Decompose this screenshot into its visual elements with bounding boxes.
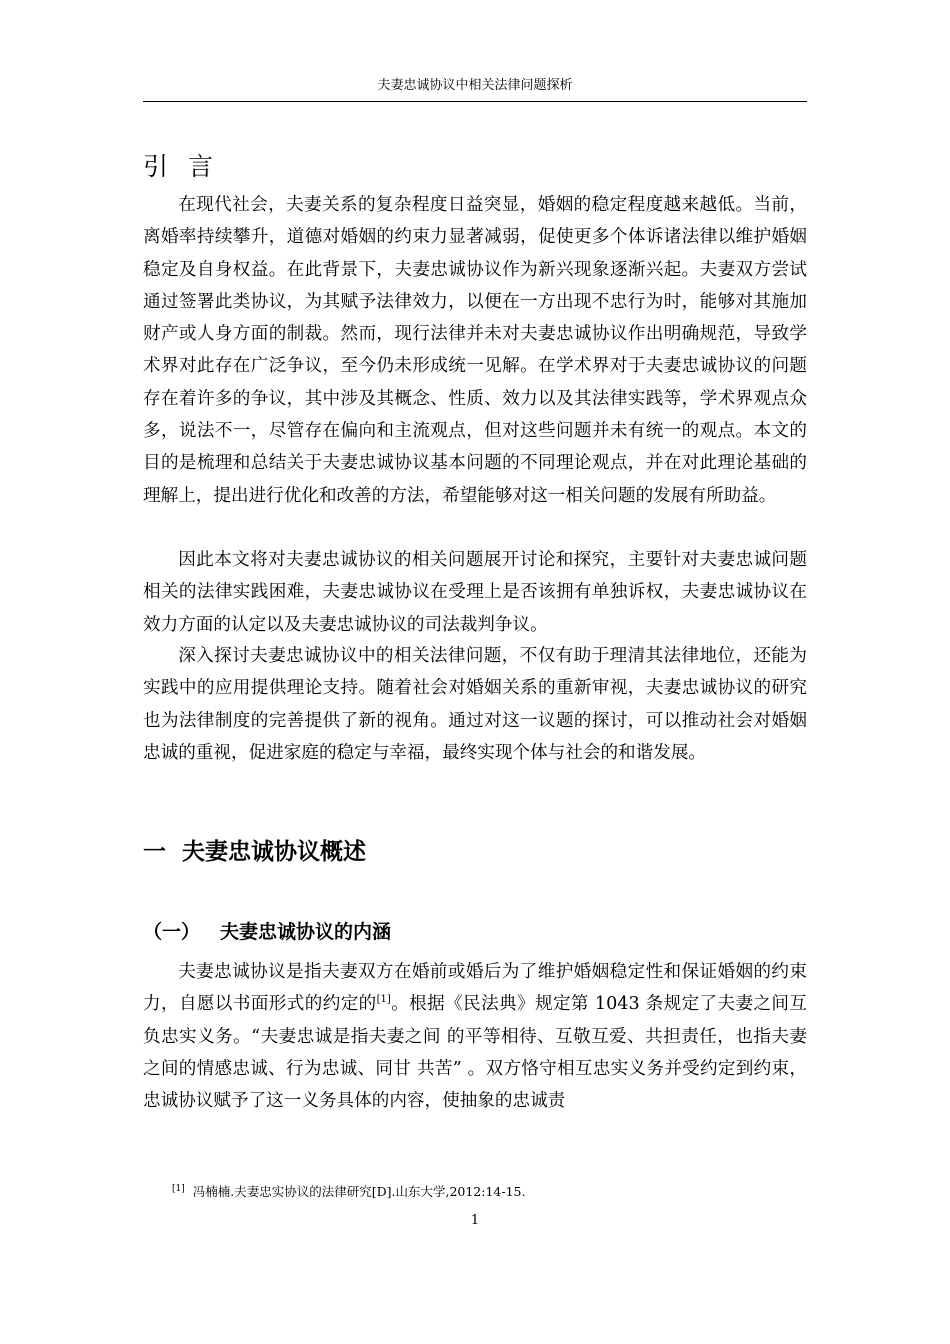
footnote-text: 冯楠楠.夫妻忠实协议的法律研究[D].山东大学,2012:14-15.	[192, 1184, 526, 1200]
section-heading	[143, 834, 366, 870]
footnote	[172, 1180, 525, 1201]
header-rule	[143, 101, 807, 102]
subsection-number: （一）	[143, 921, 201, 943]
footnote-mark: [1]	[172, 1184, 185, 1194]
definition-text-start: 夫妻忠诚协议是指夫妻双方在婚前或婚后为了维护婚姻稳定性和保证婚姻的约束力，自愿以书面形式的约定的	[143, 962, 807, 1015]
definition-text-rest: 。根据《民法典》规定第 1043 条规定了夫妻之间互负忠实义务。“夫妻忠诚是指夫妻之间 的平等相待、互敬互爱、共担责任，也指夫妻之间的情感忠诚、行为忠诚、同甘 共苦” 。双方恪守相互忠实义务并受约定到约束，忠诚协议赋予了这一义务具体的内容，使抽象的忠诚责	[143, 994, 807, 1112]
definition-paragraph	[143, 956, 807, 1117]
section-number: 一	[143, 839, 166, 865]
subsection-title: 夫妻忠诚协议的内涵	[220, 921, 392, 943]
intro-paragraph-2: 因此本文将对夫妻忠诚协议的相关问题展开讨论和探究，主要针对夫妻忠诚问题相关的法律实践困难，夫妻忠诚协议在受理上是否该拥有单独诉权，夫妻忠诚协议在效力方面的认定以及夫妻忠诚协议的司法裁判争议。	[143, 550, 807, 635]
intro-paragraph-1: 在现代社会，夫妻关系的复杂程度日益突显，婚姻的稳定程度越来越低。当前，离婚率持续攀升，道德对婚姻的约束力显著减弱，促使更多个体诉诸法律以维护婚姻稳定及自身权益。在此背景下，夫妻忠诚协议作为新兴现象逐渐兴起。夫妻双方尝试通过签署此类协议，为其赋予法律效力，以便在一方出现不忠行为时，能够对其施加财产或人身方面的制裁。然而，现行法律并未对夫妻忠诚协议作出明确规范，导致学术界对此存在广泛争议，至今仍未形成统一见解。在学术界对于夫妻忠诚协议的问题存在着许多的争议，其中涉及其概念、性质、效力以及其法律实践等，学术界观点众多，说法不一，尽管存在偏向和主流观点，但对这些问题并未有统一的观点。本文的目的是梳理和总结关于夫妻忠诚协议基本问题的不同理论观点，并在对此理论基础的理解上，提出进行优化和改善的方法，希望能够对这一相关问题的发展有所助益。	[143, 195, 807, 506]
page-number: 1	[470, 1213, 480, 1228]
running-header: 夫妻忠诚协议中相关法律问题探析	[377, 78, 573, 93]
intro-heading: 引言	[143, 152, 234, 181]
subsection-heading	[143, 916, 391, 948]
section-title: 夫妻忠诚协议概述	[182, 839, 366, 865]
footnote-reference-link[interactable]: [1]	[376, 994, 391, 1006]
intro-paragraph-3: 深入探讨夫妻忠诚协议中的相关法律问题，不仅有助于理清其法律地位，还能为实践中的应用提供理论支持。随着社会对婚姻关系的重新审视，夫妻忠诚协议的研究也为法律制度的完善提供了新的视角。通过对这一议题的探讨，可以推动社会对婚姻忠诚的重视，促进家庭的稳定与幸福，最终实现个体与社会的和谐发展。	[143, 646, 807, 763]
